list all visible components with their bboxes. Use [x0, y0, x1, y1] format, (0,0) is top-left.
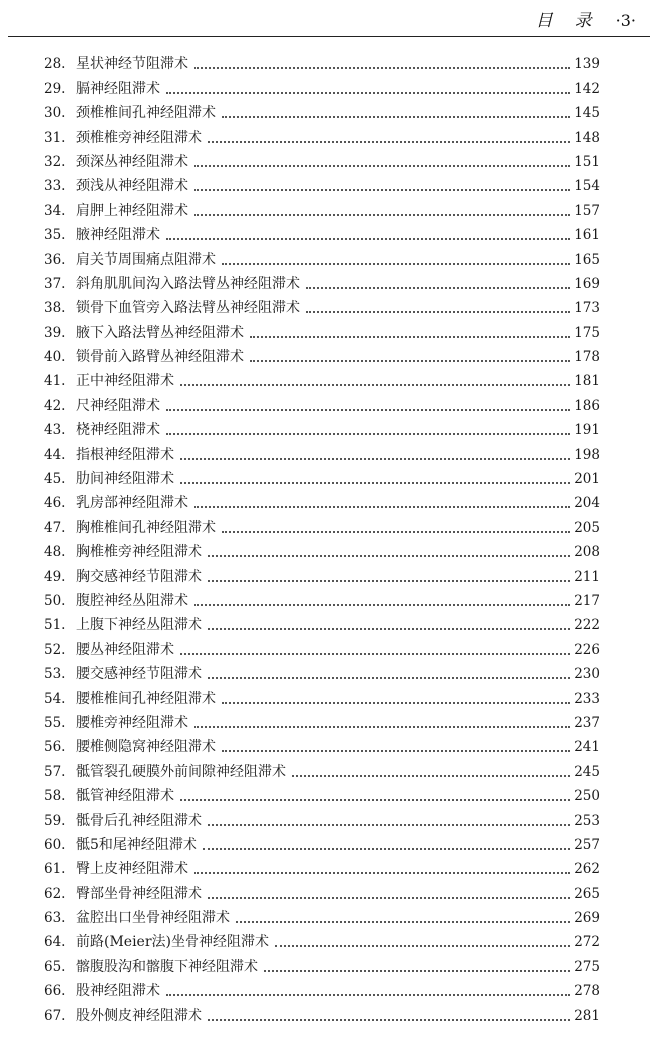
toc-entry-page: 165	[574, 251, 600, 268]
dot-leader	[208, 897, 570, 899]
toc-entry-page: 175	[574, 324, 600, 341]
toc-entry-number: 43.	[44, 422, 66, 439]
dot-leader	[250, 360, 570, 362]
toc-entry-page: 237	[574, 714, 600, 731]
toc-entry[interactable]	[44, 438, 600, 462]
dot-leader	[166, 238, 570, 240]
toc-entry-title: 腰椎旁神经阻滞术	[76, 714, 188, 731]
toc-entry[interactable]	[44, 487, 600, 511]
toc-entry-title: 腰椎椎间孔神经阻滞术	[76, 690, 216, 707]
dot-leader	[180, 384, 570, 386]
toc-entry[interactable]	[44, 682, 600, 706]
toc-entry[interactable]	[44, 707, 600, 731]
toc-entry-page: 222	[574, 617, 600, 634]
toc-entry-title: 前路(Meier法)坐骨神经阻滞术	[76, 934, 269, 951]
toc-entry-title: 胸椎椎间孔神经阻滞术	[76, 519, 216, 536]
toc-entry[interactable]	[44, 658, 600, 682]
header-rule	[8, 36, 650, 37]
toc-entry-title: 腋神经阻滞术	[76, 227, 160, 244]
toc-entry-number: 62.	[44, 885, 66, 902]
toc-entry-number: 28.	[44, 56, 66, 73]
dot-leader	[194, 214, 570, 216]
dot-leader	[222, 263, 570, 265]
toc-entry-title: 颈浅从神经阻滞术	[76, 178, 188, 195]
toc-entry[interactable]	[44, 780, 600, 804]
toc-entry[interactable]	[44, 999, 600, 1023]
dot-leader	[250, 336, 570, 338]
toc-entry-number: 37.	[44, 275, 66, 292]
toc-entry-number: 48.	[44, 544, 66, 561]
toc-entry-page: 204	[574, 495, 600, 512]
toc-entry[interactable]	[44, 511, 600, 535]
dot-leader	[208, 677, 570, 679]
dot-leader	[166, 433, 570, 435]
dot-leader	[208, 1019, 570, 1021]
toc-list	[44, 48, 600, 1024]
toc-entry-title: 星状神经节阻滞术	[76, 56, 188, 73]
toc-entry-title: 腋下入路法臂丛神经阻滞术	[76, 324, 244, 341]
dot-leader	[180, 458, 570, 460]
toc-entry-page: 241	[574, 739, 600, 756]
toc-entry[interactable]	[44, 877, 600, 901]
dot-leader	[292, 775, 570, 777]
toc-entry-title: 胸椎椎旁神经阻滞术	[76, 544, 202, 561]
toc-entry-title: 尺神经阻滞术	[76, 397, 160, 414]
dot-leader	[194, 67, 570, 69]
toc-entry[interactable]	[44, 560, 600, 584]
toc-entry-page: 253	[574, 812, 600, 829]
toc-entry[interactable]	[44, 853, 600, 877]
toc-entry-number: 47.	[44, 519, 66, 536]
toc-entry-number: 46.	[44, 495, 66, 512]
toc-entry-title: 肋间神经阻滞术	[76, 471, 174, 488]
toc-entry-title: 颈椎椎旁神经阻滞术	[76, 129, 202, 146]
toc-entry-number: 50.	[44, 592, 66, 609]
toc-entry-number: 38.	[44, 300, 66, 317]
toc-entry-number: 45.	[44, 471, 66, 488]
toc-entry-title: 膈神经阻滞术	[76, 80, 160, 97]
dot-leader	[194, 872, 570, 874]
toc-entry-title: 锁骨下血管旁入路法臂丛神经阻滞术	[76, 300, 300, 317]
dot-leader	[166, 92, 570, 94]
toc-entry-page: 161	[574, 227, 600, 244]
toc-entry-number: 53.	[44, 666, 66, 683]
toc-entry-title: 骶骨后孔神经阻滞术	[76, 812, 202, 829]
toc-entry[interactable]	[44, 194, 600, 218]
toc-entry-title: 腹腔神经丛阻滞术	[76, 592, 188, 609]
toc-entry-page: 272	[574, 934, 600, 951]
toc-entry-number: 49.	[44, 568, 66, 585]
toc-entry-page: 142	[574, 80, 600, 97]
toc-entry-page: 201	[574, 471, 600, 488]
toc-entry-number: 32.	[44, 153, 66, 170]
toc-entry-page: 269	[574, 910, 600, 927]
toc-entry-number: 36.	[44, 251, 66, 268]
toc-entry[interactable]	[44, 731, 600, 755]
toc-entry-title: 臀上皮神经阻滞术	[76, 861, 188, 878]
toc-entry[interactable]	[44, 389, 600, 413]
toc-entry-page: 226	[574, 641, 600, 658]
toc-entry[interactable]	[44, 170, 600, 194]
toc-entry-page: 275	[574, 958, 600, 975]
toc-entry-page: 173	[574, 300, 600, 317]
toc-entry-page: 151	[574, 153, 600, 170]
toc-entry-title: 肩胛上神经阻滞术	[76, 202, 188, 219]
toc-entry-title: 正中神经阻滞术	[76, 373, 174, 390]
toc-entry[interactable]	[44, 365, 600, 389]
toc-entry-page: 157	[574, 202, 600, 219]
toc-entry[interactable]	[44, 536, 600, 560]
dot-leader	[166, 994, 570, 996]
toc-entry-title: 骶5和尾神经阻滞术	[76, 836, 197, 853]
dot-leader	[208, 580, 570, 582]
toc-entry-number: 67.	[44, 1007, 66, 1024]
dot-leader	[306, 287, 570, 289]
dot-leader	[194, 604, 570, 606]
dot-leader	[208, 824, 570, 826]
toc-entry-page: 208	[574, 544, 600, 561]
toc-entry-number: 54.	[44, 690, 66, 707]
toc-entry-number: 56.	[44, 739, 66, 756]
toc-entry[interactable]	[44, 755, 600, 779]
toc-entry-number: 52.	[44, 641, 66, 658]
toc-entry-number: 66.	[44, 983, 66, 1000]
toc-entry-title: 盆腔出口坐骨神经阻滞术	[76, 910, 230, 927]
header-page-number: ·3·	[615, 11, 636, 30]
toc-entry-number: 33.	[44, 178, 66, 195]
toc-entry-page: 145	[574, 105, 600, 122]
toc-entry-page: 230	[574, 666, 600, 683]
toc-entry[interactable]	[44, 72, 600, 96]
toc-entry-title: 桡神经阻滞术	[76, 422, 160, 439]
toc-entry[interactable]	[44, 341, 600, 365]
toc-entry-number: 63.	[44, 910, 66, 927]
toc-entry[interactable]	[44, 48, 600, 72]
toc-entry-title: 斜角肌肌间沟入路法臂丛神经阻滞术	[76, 275, 300, 292]
toc-entry-page: 278	[574, 983, 600, 1000]
dot-leader	[194, 189, 570, 191]
toc-entry-title: 骶管裂孔硬膜外前间隙神经阻滞术	[76, 763, 286, 780]
toc-entry-number: 40.	[44, 349, 66, 366]
toc-entry[interactable]	[44, 292, 600, 316]
dot-leader	[180, 482, 570, 484]
toc-entry-page: 154	[574, 178, 600, 195]
running-header	[536, 6, 636, 31]
header-title: 目录	[535, 11, 614, 31]
toc-entry-number: 42.	[44, 397, 66, 414]
toc-entry-page: 233	[574, 690, 600, 707]
toc-entry-number: 59.	[44, 812, 66, 829]
toc-entry-title: 肩关节周围痛点阻滞术	[76, 251, 216, 268]
toc-entry-number: 64.	[44, 934, 66, 951]
dot-leader	[194, 726, 570, 728]
toc-entry-number: 31.	[44, 129, 66, 146]
dot-leader	[222, 531, 570, 533]
toc-entry-number: 58.	[44, 788, 66, 805]
toc-entry-title: 臀部坐骨神经阻滞术	[76, 885, 202, 902]
toc-entry-number: 30.	[44, 105, 66, 122]
dot-leader	[180, 653, 570, 655]
toc-entry-title: 胸交感神经节阻滞术	[76, 568, 202, 585]
toc-entry-title: 腰丛神经阻滞术	[76, 641, 174, 658]
dot-leader	[208, 628, 570, 630]
toc-entry[interactable]	[44, 926, 600, 950]
toc-entry-page: 257	[574, 836, 600, 853]
toc-entry-number: 35.	[44, 227, 66, 244]
toc-entry[interactable]	[44, 243, 600, 267]
toc-entry-page: 191	[574, 422, 600, 439]
toc-entry-page: 148	[574, 129, 600, 146]
toc-entry-title: 上腹下神经丛阻滞术	[76, 617, 202, 634]
dot-leader	[166, 409, 570, 411]
toc-entry-title: 腰交感神经节阻滞术	[76, 666, 202, 683]
toc-entry-title: 髂腹股沟和髂腹下神经阻滞术	[76, 958, 258, 975]
toc-entry-page: 250	[574, 788, 600, 805]
dot-leader	[236, 921, 570, 923]
dot-leader	[208, 555, 570, 557]
toc-entry-number: 60.	[44, 836, 66, 853]
dot-leader	[194, 506, 570, 508]
toc-entry-page: 198	[574, 446, 600, 463]
toc-entry-title: 骶管神经阻滞术	[76, 788, 174, 805]
toc-entry-page: 139	[574, 56, 600, 73]
dot-leader	[208, 141, 570, 143]
toc-entry-number: 57.	[44, 763, 66, 780]
toc-entry-page: 217	[574, 592, 600, 609]
toc-entry[interactable]	[44, 121, 600, 145]
toc-entry-title: 颈深丛神经阻滞术	[76, 153, 188, 170]
toc-entry[interactable]	[44, 975, 600, 999]
toc-entry[interactable]	[44, 268, 600, 292]
toc-entry[interactable]	[44, 463, 600, 487]
toc-entry-title: 锁骨前入路臂丛神经阻滞术	[76, 349, 244, 366]
toc-entry-number: 29.	[44, 80, 66, 97]
toc-entry[interactable]	[44, 633, 600, 657]
dot-leader	[222, 702, 570, 704]
toc-entry-number: 34.	[44, 202, 66, 219]
toc-entry-title: 股神经阻滞术	[76, 983, 160, 1000]
toc-entry-page: 265	[574, 885, 600, 902]
toc-entry-page: 281	[574, 1007, 600, 1024]
toc-entry-number: 44.	[44, 446, 66, 463]
toc-entry[interactable]	[44, 414, 600, 438]
dot-leader	[194, 165, 570, 167]
toc-entry-page: 186	[574, 397, 600, 414]
toc-entry-page: 169	[574, 275, 600, 292]
toc-entry-number: 51.	[44, 617, 66, 634]
toc-entry[interactable]	[44, 902, 600, 926]
toc-entry-title: 颈椎椎间孔神经阻滞术	[76, 105, 216, 122]
toc-entry[interactable]	[44, 950, 600, 974]
toc-entry[interactable]	[44, 316, 600, 340]
toc-entry[interactable]	[44, 97, 600, 121]
toc-entry-number: 61.	[44, 861, 66, 878]
toc-entry[interactable]	[44, 804, 600, 828]
toc-entry-page: 245	[574, 763, 600, 780]
toc-entry[interactable]	[44, 609, 600, 633]
toc-entry-page: 205	[574, 519, 600, 536]
toc-entry-title: 乳房部神经阻滞术	[76, 495, 188, 512]
dot-leader	[306, 311, 570, 313]
toc-entry-page: 262	[574, 861, 600, 878]
toc-entry-number: 55.	[44, 714, 66, 731]
dot-leader	[275, 945, 570, 947]
toc-entry[interactable]	[44, 219, 600, 243]
dot-leader	[203, 848, 570, 850]
toc-entry-page: 211	[574, 568, 600, 585]
toc-entry-number: 41.	[44, 373, 66, 390]
dot-leader	[264, 970, 570, 972]
toc-entry-number: 65.	[44, 958, 66, 975]
toc-entry-number: 39.	[44, 324, 66, 341]
dot-leader	[222, 116, 570, 118]
toc-entry[interactable]	[44, 585, 600, 609]
toc-entry-title: 指根神经阻滞术	[76, 446, 174, 463]
dot-leader	[222, 750, 570, 752]
toc-entry-title: 股外侧皮神经阻滞术	[76, 1007, 202, 1024]
toc-entry[interactable]	[44, 829, 600, 853]
toc-entry-title: 腰椎侧隐窝神经阻滞术	[76, 739, 216, 756]
dot-leader	[180, 799, 570, 801]
toc-entry-page: 178	[574, 349, 600, 366]
toc-entry[interactable]	[44, 146, 600, 170]
toc-entry-page: 181	[574, 373, 600, 390]
